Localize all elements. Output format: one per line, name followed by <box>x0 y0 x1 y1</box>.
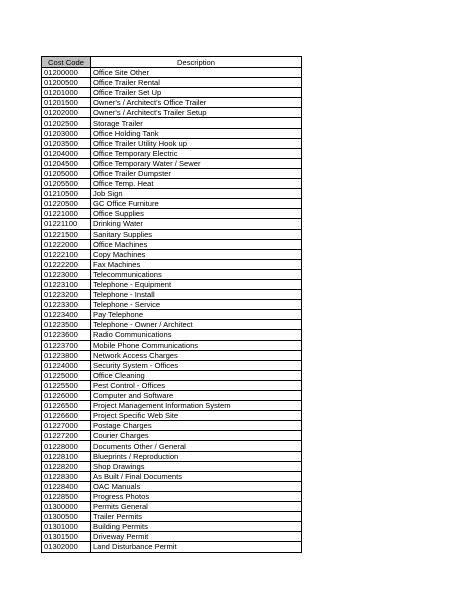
description-cell: Telephone - Install <box>91 290 302 300</box>
cost-code-cell: 01227200 <box>42 431 91 441</box>
table-row <box>42 189 302 199</box>
description-cell: Office Supplies <box>91 209 302 219</box>
cost-code-cell: 01223100 <box>42 279 91 289</box>
description-cell: Documents Other / General <box>91 441 302 451</box>
cost-code-cell: 01203500 <box>42 138 91 148</box>
description-cell: GC Office Furniture <box>91 199 302 209</box>
description-cell: Office Trailer Utility Hook up <box>91 138 302 148</box>
cost-code-cell: 01222000 <box>42 239 91 249</box>
table-row <box>42 259 302 269</box>
description-cell: Owner's / Architect's Office Trailer <box>91 98 302 108</box>
table-row <box>42 441 302 451</box>
cost-code-cell: 01201500 <box>42 98 91 108</box>
table-row <box>42 239 302 249</box>
table-row <box>42 481 302 491</box>
table-body <box>42 68 302 553</box>
table-row <box>42 380 302 390</box>
table-row <box>42 461 302 471</box>
description-cell: As Built / Final Documents <box>91 471 302 481</box>
description-cell: Office Temporary Electric <box>91 148 302 158</box>
description-cell: Office Trailer Rental <box>91 78 302 88</box>
table-row <box>42 300 302 310</box>
description-cell: Owner's / Architect's Trailer Setup <box>91 108 302 118</box>
table-row <box>42 431 302 441</box>
cost-code-cell: 01222200 <box>42 259 91 269</box>
table-row <box>42 158 302 168</box>
table-row <box>42 491 302 501</box>
description-cell: Telephone - Equipment <box>91 279 302 289</box>
table-row <box>42 391 302 401</box>
cost-code-cell: 01228300 <box>42 471 91 481</box>
description-cell: Pest Control - Offices <box>91 380 302 390</box>
table-row <box>42 310 302 320</box>
cost-code-cell: 01222100 <box>42 249 91 259</box>
description-cell: Telecommunications <box>91 269 302 279</box>
description-cell: Blueprints / Reproduction <box>91 451 302 461</box>
table-row <box>42 340 302 350</box>
description-cell: Drinking Water <box>91 219 302 229</box>
description-cell: Office Cleaning <box>91 370 302 380</box>
cost-code-cell: 01300500 <box>42 512 91 522</box>
table-row <box>42 542 302 552</box>
table-row <box>42 148 302 158</box>
table-row <box>42 401 302 411</box>
description-cell: Radio Communications <box>91 330 302 340</box>
table-row <box>42 290 302 300</box>
description-cell: Postage Charges <box>91 421 302 431</box>
cost-code-cell: 01200500 <box>42 78 91 88</box>
cost-code-cell: 01204500 <box>42 158 91 168</box>
table-row <box>42 512 302 522</box>
cost-code-cell: 01228500 <box>42 491 91 501</box>
table-row <box>42 522 302 532</box>
cost-code-cell: 01223000 <box>42 269 91 279</box>
cost-code-cell: 01202000 <box>42 108 91 118</box>
cost-code-cell: 01223400 <box>42 310 91 320</box>
description-cell: Courier Charges <box>91 431 302 441</box>
description-cell: Pay Telephone <box>91 310 302 320</box>
cost-code-cell: 01226500 <box>42 401 91 411</box>
description-cell: Computer and Software <box>91 391 302 401</box>
cost-code-cell: 01200000 <box>42 68 91 78</box>
cost-code-cell: 01223200 <box>42 290 91 300</box>
description-cell: Progress Photos <box>91 491 302 501</box>
cost-code-cell: 01223600 <box>42 330 91 340</box>
description-cell: Copy Machines <box>91 249 302 259</box>
table-row <box>42 78 302 88</box>
cost-code-cell: 01227000 <box>42 421 91 431</box>
cost-code-cell: 01301000 <box>42 522 91 532</box>
cost-code-cell: 01223500 <box>42 320 91 330</box>
description-cell: Security System - Offices <box>91 360 302 370</box>
description-cell: Permits General <box>91 502 302 512</box>
cost-code-cell: 01301500 <box>42 532 91 542</box>
table-row <box>42 320 302 330</box>
description-cell: Project Management Information System <box>91 401 302 411</box>
description-cell: Building Permits <box>91 522 302 532</box>
description-cell: Sanitary Supplies <box>91 229 302 239</box>
table-row <box>42 179 302 189</box>
cost-code-cell: 01202500 <box>42 118 91 128</box>
table-row <box>42 209 302 219</box>
description-cell: Office Trailer Set Up <box>91 88 302 98</box>
table-row <box>42 502 302 512</box>
cost-code-cell: 01204000 <box>42 148 91 158</box>
description-cell: Office Machines <box>91 239 302 249</box>
table-row <box>42 229 302 239</box>
description-cell: Driveway Permit <box>91 532 302 542</box>
table-row <box>42 128 302 138</box>
description-header: Description <box>91 57 302 68</box>
cost-code-cell: 01225000 <box>42 370 91 380</box>
description-cell: Office Holding Tank <box>91 128 302 138</box>
description-cell: Telephone - Owner / Architect <box>91 320 302 330</box>
description-cell: Office Temp. Heat <box>91 179 302 189</box>
description-cell: Office Site Other <box>91 68 302 78</box>
cost-code-cell: 01228200 <box>42 461 91 471</box>
cost-code-cell: 01205500 <box>42 179 91 189</box>
description-cell: Fax Machines <box>91 259 302 269</box>
table-row <box>42 98 302 108</box>
cost-code-cell: 01205000 <box>42 168 91 178</box>
cost-code-cell: 01228000 <box>42 441 91 451</box>
description-cell: Mobile Phone Communications <box>91 340 302 350</box>
description-cell: Storage Trailer <box>91 118 302 128</box>
table-row <box>42 168 302 178</box>
cost-code-cell: 01228100 <box>42 451 91 461</box>
description-cell: Trailer Permits <box>91 512 302 522</box>
table-row <box>42 350 302 360</box>
table-row <box>42 68 302 78</box>
table-row <box>42 138 302 148</box>
description-cell: OAC Manuals <box>91 481 302 491</box>
cost-code-cell: 01223800 <box>42 350 91 360</box>
description-cell: Office Temporary Water / Sewer <box>91 158 302 168</box>
cost-code-cell: 01220500 <box>42 199 91 209</box>
cost-code-cell: 01223700 <box>42 340 91 350</box>
table-row <box>42 88 302 98</box>
description-cell: Project Specific Web Site <box>91 411 302 421</box>
cost-code-table <box>41 56 302 553</box>
description-cell: Job Sign <box>91 189 302 199</box>
table-row <box>42 360 302 370</box>
description-cell: Office Trailer Dumpster <box>91 168 302 178</box>
table-row <box>42 471 302 481</box>
cost-code-cell: 01226600 <box>42 411 91 421</box>
cost-code-cell: 01210500 <box>42 189 91 199</box>
description-cell: Shop Drawings <box>91 461 302 471</box>
table-row <box>42 279 302 289</box>
description-cell: Telephone - Service <box>91 300 302 310</box>
table-row <box>42 411 302 421</box>
table-header-row <box>42 57 302 68</box>
description-cell: Land Disturbance Permit <box>91 542 302 552</box>
table-row <box>42 108 302 118</box>
table-row <box>42 199 302 209</box>
cost-code-cell: 01224000 <box>42 360 91 370</box>
table-row <box>42 532 302 542</box>
description-cell: Network Access Charges <box>91 350 302 360</box>
cost-code-cell: 01223300 <box>42 300 91 310</box>
cost-code-cell: 01203000 <box>42 128 91 138</box>
cost-code-cell: 01226000 <box>42 391 91 401</box>
cost-code-cell: 01228400 <box>42 481 91 491</box>
table-row <box>42 330 302 340</box>
cost-code-cell: 01221500 <box>42 229 91 239</box>
cost-code-cell: 01201000 <box>42 88 91 98</box>
cost-code-cell: 01302000 <box>42 542 91 552</box>
table-row <box>42 249 302 259</box>
cost-code-header: Cost Code <box>42 57 91 68</box>
table-row <box>42 370 302 380</box>
cost-code-cell: 01225500 <box>42 380 91 390</box>
cost-code-cell: 01221000 <box>42 209 91 219</box>
cost-code-cell: 01221100 <box>42 219 91 229</box>
table-row <box>42 269 302 279</box>
table-row <box>42 118 302 128</box>
table-row <box>42 219 302 229</box>
table-row <box>42 421 302 431</box>
cost-code-cell: 01300000 <box>42 502 91 512</box>
table-row <box>42 451 302 461</box>
